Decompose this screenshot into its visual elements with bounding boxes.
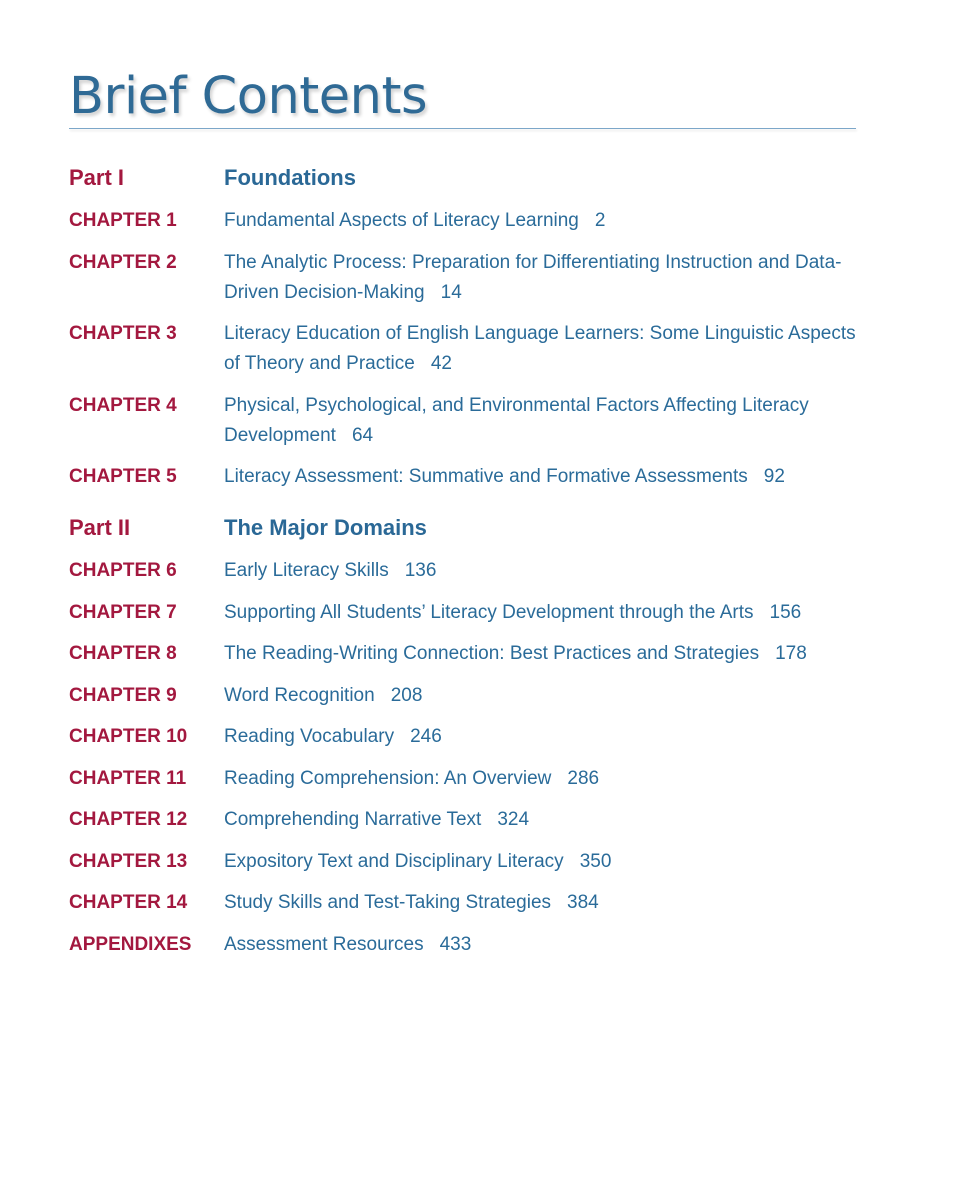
page-number: 178 [775, 643, 807, 664]
chapter-label: CHAPTER 12 [69, 809, 188, 830]
chapter-entry-1[interactable] [69, 206, 856, 236]
chapter-entry-3[interactable] [69, 319, 856, 379]
chapter-title [224, 888, 856, 918]
chapter-label: CHAPTER 7 [69, 601, 177, 623]
page-title: Brief Contents [69, 67, 428, 126]
part-heading-2 [69, 513, 856, 543]
chapter-label: CHAPTER 3 [69, 323, 177, 344]
chapter-label: CHAPTER 4 [69, 394, 177, 416]
chapter-title [224, 556, 856, 586]
chapter-title [224, 930, 856, 960]
chapter-entry-14[interactable] [69, 888, 856, 918]
page-number: 286 [567, 767, 600, 789]
chapter-title-text: Early Literacy Skills [224, 560, 389, 581]
chapter-title [224, 681, 856, 711]
chapter-entry-13[interactable] [69, 847, 856, 877]
chapter-entry-8[interactable] [69, 639, 856, 669]
chapter-title [224, 847, 856, 877]
page-number: 2 [594, 210, 606, 231]
chapter-title-text: Literacy Education of English Language Learners: Some Linguistic Aspects of Theory and Practice [224, 323, 856, 374]
chapter-label: APPENDIXES [69, 933, 192, 955]
part-label: Part II [69, 515, 131, 540]
chapter-entry-10[interactable] [69, 722, 856, 752]
chapter-entry-4[interactable] [69, 391, 856, 451]
chapter-label: CHAPTER 11 [69, 767, 187, 789]
chapter-entry-7[interactable] [69, 598, 856, 628]
chapter-title [224, 319, 856, 379]
chapter-label: CHAPTER 10 [69, 726, 188, 747]
chapter-entry-12[interactable] [69, 805, 856, 835]
chapter-entry-2[interactable] [69, 248, 856, 308]
page-number: 324 [497, 809, 530, 830]
chapter-title-text: Physical, Psychological, and Environmental Factors Affecting Literacy Development [224, 394, 809, 446]
page-number: 433 [439, 933, 472, 955]
chapter-title-text: The Reading-Writing Connection: Best Practices and Strategies [224, 643, 760, 664]
page-number: 246 [410, 726, 442, 747]
chapter-title-text: Assessment Resources [224, 933, 424, 955]
part-heading-1 [69, 163, 856, 193]
chapter-entry-6[interactable] [69, 556, 856, 586]
chapter-label: CHAPTER 9 [69, 684, 177, 706]
chapter-title [224, 805, 856, 835]
title-divider [69, 128, 856, 129]
page-number: 350 [579, 850, 612, 872]
chapter-label: CHAPTER 6 [69, 560, 177, 581]
chapter-title-text: Expository Text and Disciplinary Literacy [224, 850, 564, 872]
chapter-label: CHAPTER 2 [69, 251, 177, 273]
part-label: Part I [69, 165, 125, 190]
chapter-title [224, 598, 856, 628]
chapter-title-text: Literacy Assessment: Summative and Formative Assessments [224, 466, 748, 487]
chapter-entry-9[interactable] [69, 681, 856, 711]
part-title: The Major Domains [224, 515, 427, 540]
chapter-title-text: Reading Comprehension: An Overview [224, 767, 552, 789]
chapter-title-text: Study Skills and Test-Taking Strategies [224, 892, 552, 913]
chapter-title-text: Supporting All Students’ Literacy Development through the Arts [224, 601, 754, 623]
chapter-title-text: The Analytic Process: Preparation for Differentiating Instruction and Data-Driven Decision-Making [224, 251, 842, 303]
chapter-title-text: Fundamental Aspects of Literacy Learning [224, 210, 579, 231]
chapter-label: CHAPTER 8 [69, 643, 177, 664]
part-title: Foundations [224, 165, 356, 190]
chapter-title-text: Reading Vocabulary [224, 726, 395, 747]
chapter-entry-5[interactable] [69, 462, 856, 492]
chapter-label: CHAPTER 13 [69, 850, 188, 872]
chapter-title [224, 391, 856, 451]
page-number: 92 [763, 466, 785, 487]
page-number: 384 [567, 892, 599, 913]
chapter-title [224, 722, 856, 752]
chapter-label: CHAPTER 5 [69, 466, 177, 487]
page-number: 136 [404, 560, 437, 581]
page-number: 42 [430, 353, 452, 374]
chapter-label: CHAPTER 1 [69, 210, 177, 231]
page-number: 208 [390, 684, 423, 706]
chapter-title-text: Comprehending Narrative Text [224, 809, 482, 830]
chapter-title [224, 764, 856, 794]
chapter-entry-11[interactable] [69, 764, 856, 794]
chapter-title-text: Word Recognition [224, 684, 375, 706]
chapter-title [224, 639, 856, 669]
chapter-title [224, 462, 856, 492]
chapter-label: CHAPTER 14 [69, 892, 188, 913]
contents-page [69, 66, 856, 971]
page-number: 156 [769, 601, 802, 623]
chapter-title [224, 248, 856, 308]
table-of-contents [69, 163, 856, 960]
appendixes-entry[interactable] [69, 930, 856, 960]
page-number: 64 [351, 424, 374, 446]
page-number: 14 [440, 281, 462, 303]
chapter-title [224, 206, 856, 236]
